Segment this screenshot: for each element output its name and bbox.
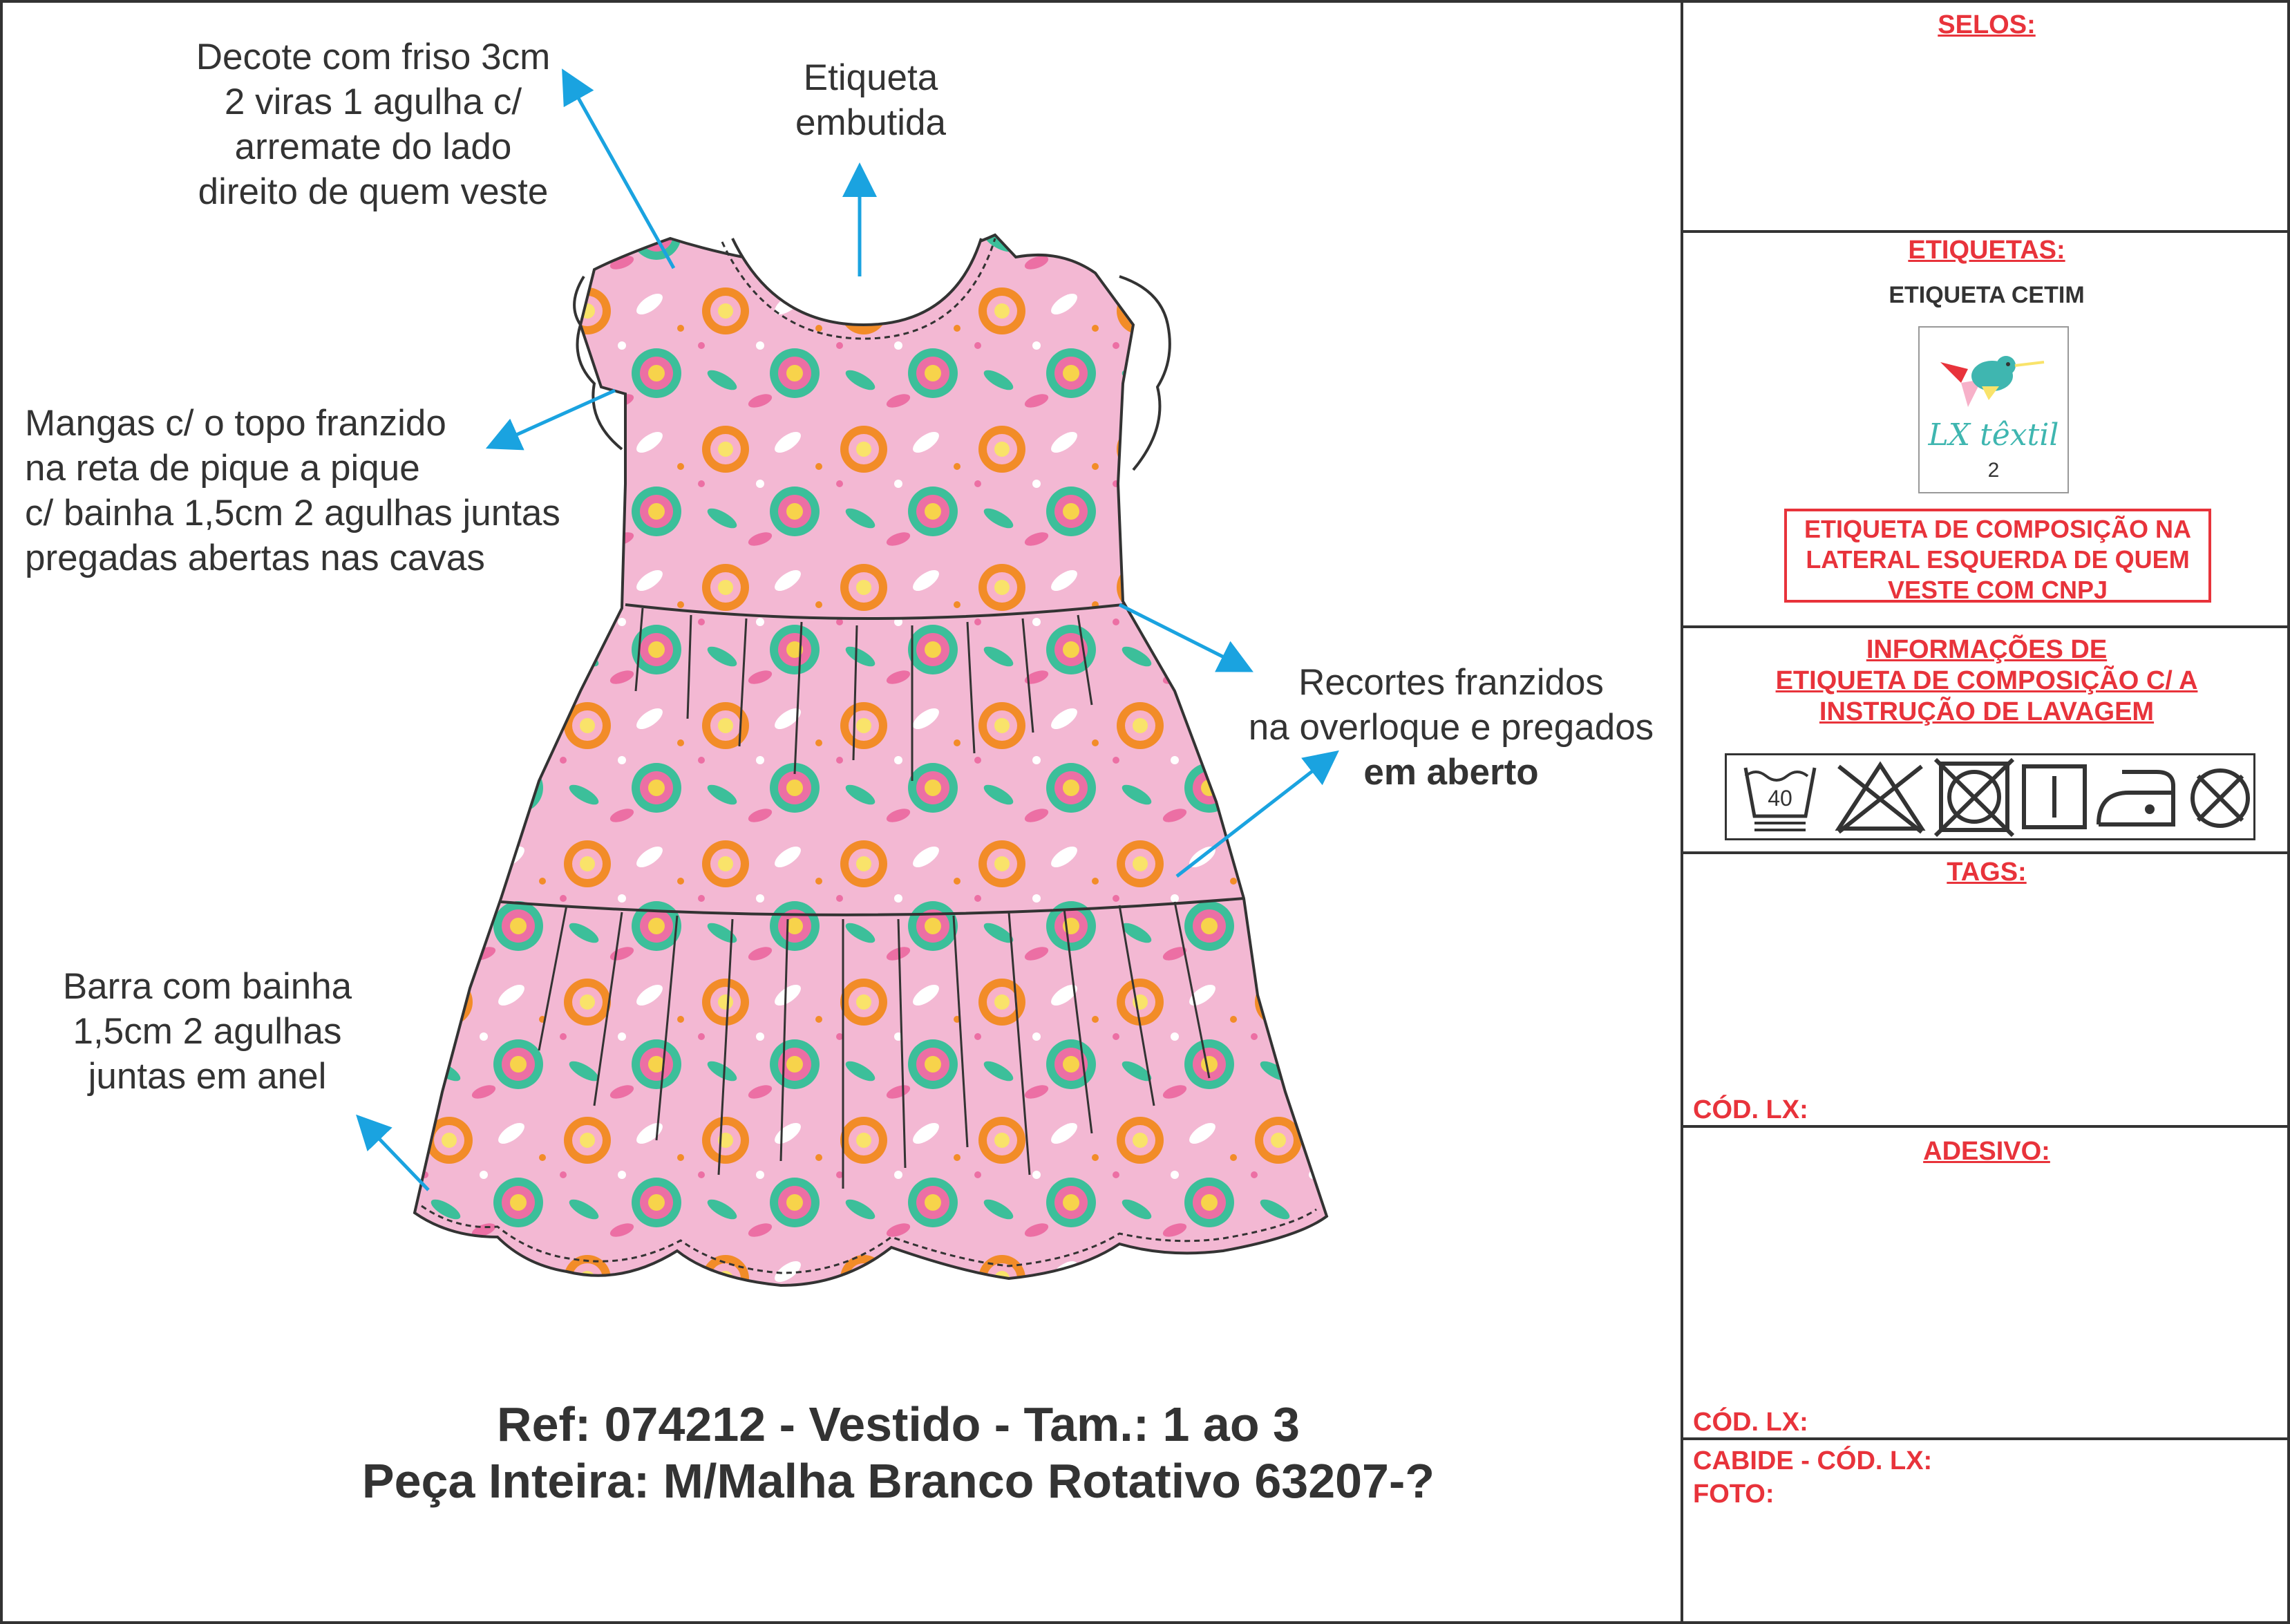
brand-logo xyxy=(1918,326,2069,493)
wash-40-icon xyxy=(1742,761,1818,834)
logo-text: LX têxtil xyxy=(1928,417,2059,453)
tiers-note: Recortes franzidos na overloque e pregados em aberto xyxy=(1248,662,1654,793)
etiquetas-title: ETIQUETAS: xyxy=(1908,236,2065,265)
adesivo-title: ADESIVO: xyxy=(1923,1137,2050,1166)
cabide-label: CABIDE - CÓD. LX: FOTO: xyxy=(1693,1446,1933,1509)
section-divider xyxy=(1682,230,2290,233)
adesivo-code-label: CÓD. LX: xyxy=(1693,1408,1808,1437)
tags-code-label: CÓD. LX: xyxy=(1693,1095,1808,1124)
label-note: Etiqueta embutida xyxy=(795,57,947,143)
tags-title: TAGS: xyxy=(1947,858,2027,887)
section-divider xyxy=(1682,851,2290,854)
selos-title: SELOS: xyxy=(1938,10,2036,39)
no-tumble-dry-icon xyxy=(1934,758,2014,837)
no-bleach-icon xyxy=(1832,759,1929,835)
iron-low-icon xyxy=(2094,765,2177,831)
neckline-note: Decote com friso 3cm 2 viras 1 agulha c/ arremate do lado direito de quem veste xyxy=(196,37,551,212)
reference-line-2: Peça Inteira: M/Malha Branco Rotativo 63207-? xyxy=(361,1454,1435,1508)
section-divider xyxy=(1682,625,2290,628)
line-dry-icon xyxy=(2020,762,2089,831)
svg-text:40: 40 xyxy=(1768,786,1792,811)
hummingbird-icon xyxy=(1933,341,2051,421)
info-title: INFORMAÇÕES DE ETIQUETA DE COMPOSIÇÃO C/ A INSTRUÇÃO DE LAVAGEM xyxy=(1775,635,2198,726)
sleeves-note: Mangas c/ o topo franzido na reta de pique a pique c/ bainha 1,5cm 2 agulhas juntas pregadas abertas nas cavas xyxy=(25,403,560,578)
logo-number: 2 xyxy=(1987,459,2000,482)
hem-note: Barra com bainha 1,5cm 2 agulhas juntas em anel xyxy=(62,966,352,1097)
care-symbols xyxy=(1725,753,2255,840)
etiqueta-cetim-label: ETIQUETA CETIM xyxy=(1889,282,2085,308)
composition-label-box: ETIQUETA DE COMPOSIÇÃO NA LATERAL ESQUERDA DE QUEM VESTE COM CNPJ xyxy=(1784,509,2211,603)
reference-line-1: Ref: 074212 - Vestido - Tam.: 1 ao 3 xyxy=(497,1397,1300,1451)
no-dry-clean-icon xyxy=(2186,764,2255,833)
